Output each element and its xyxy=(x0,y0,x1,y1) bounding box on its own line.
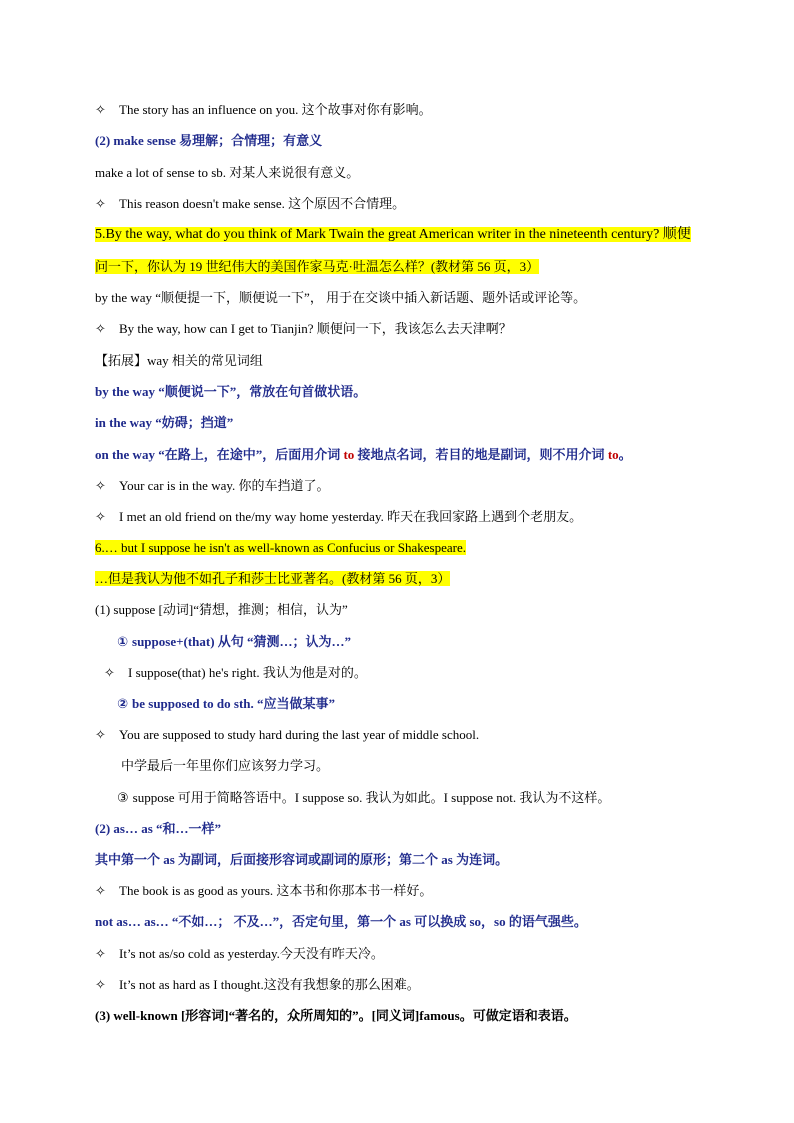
diamond-bullet-icon: ✧ xyxy=(95,728,106,743)
subheading-as-as: (2) as… as “和…一样” xyxy=(95,821,222,836)
phrase-in-the-way: in the way “妨碍；挡道” xyxy=(95,415,234,430)
translation-line: 中学最后一年里你们应该努力学习。 xyxy=(121,758,330,773)
highlighted-translation-6: …但是我认为他不如孔子和莎士比亚著名。(教材第 56 页，3） xyxy=(95,571,451,586)
example-line: ✧ The story has an influence on you. 这个故事对你有影响。 xyxy=(95,102,432,118)
diamond-bullet-icon: ✧ xyxy=(104,666,115,681)
diamond-bullet-icon: ✧ xyxy=(95,978,106,993)
subheading-well-known: (3) well-known [形容词]“著名的，众所周知的”。[同义词]famous。可做定语和表语。 xyxy=(95,1008,577,1023)
diamond-bullet-icon: ✧ xyxy=(95,510,106,525)
example-line: ✧ You are supposed to study hard during the last year of middle school. xyxy=(95,727,480,743)
highlighted-sentence-5: 5.By the way, what do you think of Mark Twain the great American writer in the nineteenth century? 顺便 xyxy=(95,227,691,242)
circled-number-1: ① xyxy=(117,635,129,650)
subheading-make-sense: (2) make sense 易理解；合情理；有意义 xyxy=(95,133,323,148)
suppose-usage-3: ③ suppose 可用于简略答语中。I suppose so. 我认为如此。I suppose not. 我认为不这样。 xyxy=(117,790,611,806)
example-line: ✧ By the way, how can I get to Tianjin? 顺便问一下，我该怎么去天津啊？ xyxy=(95,321,512,337)
example-line: ✧ I met an old friend on the/my way home yesterday. 昨天在我回家路上遇到个老朋友。 xyxy=(95,509,583,525)
circled-number-2: ② xyxy=(117,697,129,712)
example-line: ✧ The book is as good as yours. 这本书和你那本书一样好。 xyxy=(95,883,433,899)
phrase-on-the-way: on the way “在路上，在途中”，后面用介词 to 接地点名词，若目的地是副词，则不用介词 to。 xyxy=(95,447,632,462)
example-line: ✧ This reason doesn't make sense. 这个原因不合情理。 xyxy=(95,196,406,212)
diamond-bullet-icon: ✧ xyxy=(95,322,106,337)
phrase-by-the-way: by the way “顺便说一下”，常放在句首做状语。 xyxy=(95,384,367,399)
circled-number-3: ③ xyxy=(117,791,129,806)
diamond-bullet-icon: ✧ xyxy=(95,479,106,494)
example-line: ✧ It’s not as/so cold as yesterday.今天没有昨天冷。 xyxy=(95,946,384,962)
diamond-bullet-icon: ✧ xyxy=(95,103,106,118)
text-line-as-as: 其中第一个 as 为副词，后面接形容词或副词的原形；第二个 as 为连词。 xyxy=(95,852,509,867)
highlighted-translation-5: 问一下，你认为 19 世纪伟大的美国作家马克·吐温怎么样？(教材第 56 页，3） xyxy=(95,259,540,274)
example-line: ✧ It’s not as hard as I thought.这没有我想象的那么困难。 xyxy=(95,977,420,993)
text-line: by the way “顺便提一下，顺便说一下”， 用于在交谈中插入新话题、题外话或评论等。 xyxy=(95,290,587,305)
suppose-usage-1: ① suppose+(that) 从句 “猜测…；认为…” xyxy=(117,634,352,650)
extension-heading: 【拓展】way 相关的常见词组 xyxy=(95,353,263,368)
highlighted-sentence-6: 6.… but I suppose he isn't as well-known as Confucius or Shakespeare. xyxy=(95,540,466,555)
example-line: ✧ Your car is in the way. 你的车挡道了。 xyxy=(95,478,330,494)
diamond-bullet-icon: ✧ xyxy=(95,947,106,962)
text-line-suppose: (1) suppose [动词]“猜想，推测；相信，认为” xyxy=(95,602,348,617)
suppose-usage-2: ② be supposed to do sth. “应当做某事” xyxy=(117,696,336,712)
example-line: ✧ I suppose(that) he's right. 我认为他是对的。 xyxy=(104,665,367,681)
text-line: make a lot of sense to sb. 对某人来说很有意义。 xyxy=(95,165,360,180)
diamond-bullet-icon: ✧ xyxy=(95,884,106,899)
diamond-bullet-icon: ✧ xyxy=(95,197,106,212)
phrase-not-as-as: not as… as… “不如…； 不及…”，否定句里，第一个 as 可以换成 so，so 的语气强些。 xyxy=(95,914,587,929)
